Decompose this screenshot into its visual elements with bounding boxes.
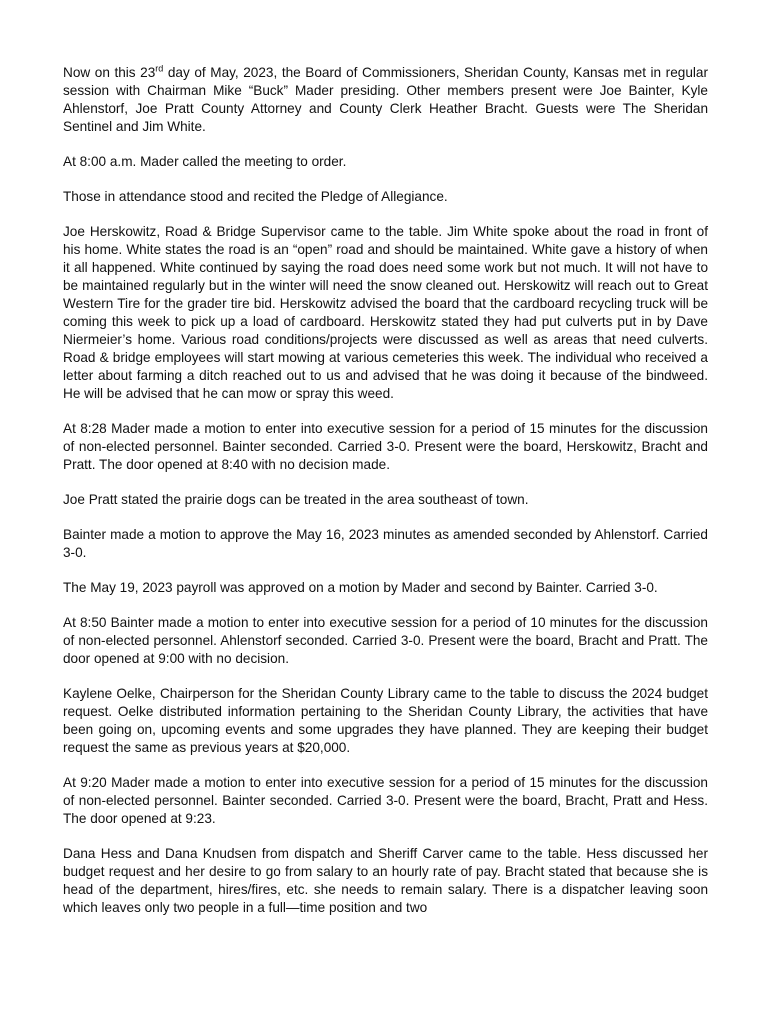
intro-paragraph [63, 64, 708, 136]
paragraph-prairie-dogs: Joe Pratt stated the prairie dogs can be treated in the area southeast of town. [63, 492, 529, 507]
paragraph-executive-session-3: At 9:20 Mader made a motion to enter into executive session for a period of 15 minutes for the discussion of non-elected personnel. Bainter seconded. Carried 3-0. Present were the board, Bracht, Pratt and Hess. The door opened at 9:23. [63, 775, 708, 826]
paragraph-pledge: Those in attendance stood and recited the Pledge of Allegiance. [63, 189, 448, 204]
ordinal-suffix: rd [155, 63, 164, 74]
paragraph-library: Kaylene Oelke, Chairperson for the Sheridan County Library came to the table to discuss the 2024 budget request. Oelke distributed information pertaining to the Sheridan County Library, the activities that have been going on, upcoming events and some upgrades they have planned. They are keeping their budget request the same as previous years at $20,000. [63, 686, 708, 755]
paragraph-executive-session-2: At 8:50 Bainter made a motion to enter into executive session for a period of 10 minutes for the discussion of non-elected personnel. Ahlenstorf seconded. Carried 3-0. Present were the board, Bracht and Pratt. The door opened at 9:00 with no decision. [63, 615, 708, 666]
paragraph-executive-session-1: At 8:28 Mader made a motion to enter into executive session for a period of 15 minutes for the discussion of non-elected personnel. Bainter seconded. Carried 3-0. Present were the board, Herskowitz, Bracht and Pratt. The door opened at 8:40 with no decision made. [63, 421, 708, 472]
paragraph-payroll: The May 19, 2023 payroll was approved on a motion by Mader and second by Bainter. Carried 3-0. [63, 580, 658, 595]
paragraph-call-to-order: At 8:00 a.m. Mader called the meeting to order. [63, 154, 347, 169]
paragraph-minutes-approval: Bainter made a motion to approve the May 16, 2023 minutes as amended seconded by Ahlenstorf. Carried 3-0. [63, 527, 708, 560]
document-page [63, 64, 708, 934]
paragraph-road-bridge: Joe Herskowitz, Road & Bridge Supervisor came to the table. Jim White spoke about the road in front of his home. White states the road is an “open” road and should be maintained. White gave a history of when it all happened. White continued by saying the road does need some work but not much. It will not have to be maintained regularly but in the winter will need the snow cleaned out. Herskowitz will reach out to Great Western Tire for the grader tire bid. Herskowitz advised the board that the cardboard recycling truck will be coming this week to pick up a load of cardboard. Herskowitz stated they had put culverts put in by Dave Niermeier’s home. Various road conditions/projects were discussed as well as areas that need culverts. Road & bridge employees will start mowing at various cemeteries this week. The individual who received a letter about farming a ditch reached out to us and advised that he was doing it because of the bindweed. He will be advised that he can mow or spray this weed. [63, 224, 708, 401]
intro-text-start: Now on this 23 [63, 65, 156, 80]
paragraph-dispatch: Dana Hess and Dana Knudsen from dispatch and Sheriff Carver came to the table. Hess discussed her budget request and her desire to go from salary to an hourly rate of pay. Bracht stated that because she is head of the department, hires/fires, etc. she needs to remain salary. There is a dispatcher leaving soon which leaves only two people in a full—time position and two [63, 846, 708, 915]
intro-text-rest: day of May, 2023, the Board of Commissioners, Sheridan County, Kansas met in regular session with Chairman Mike “Buck” Mader presiding. Other members present were Joe Bainter, Kyle Ahlenstorf, Joe Pratt County Attorney and County Clerk Heather Bracht. Guests were The Sheridan Sentinel and Jim White. [63, 65, 708, 134]
